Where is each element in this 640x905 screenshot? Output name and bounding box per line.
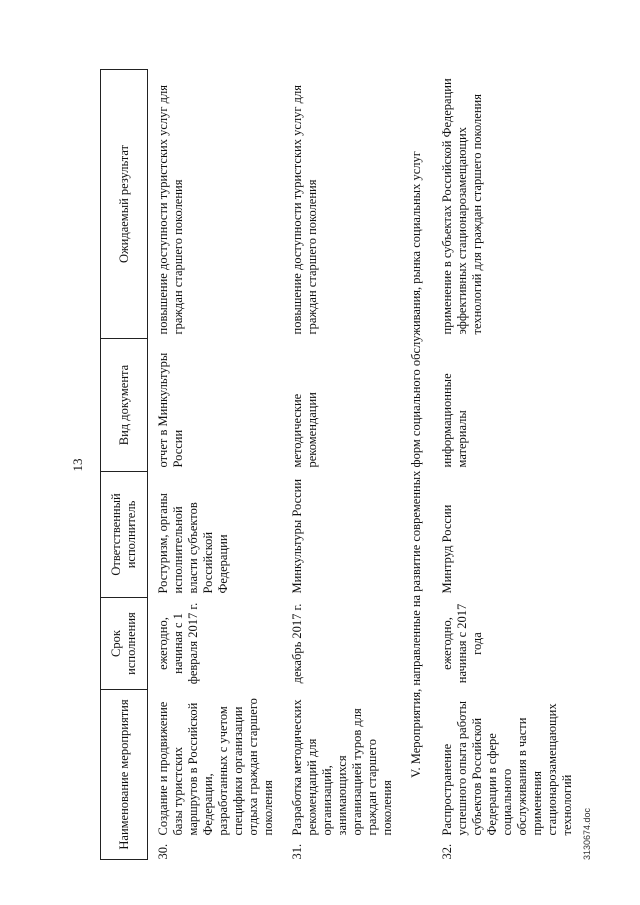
col-header-term: Срок исполнения [101,598,148,690]
row-executor: Минкультуры России [290,478,304,594]
row-number: 31. [290,843,304,860]
table-row [282,70,401,860]
col-header-doc-type: Вид документа [101,339,148,472]
page-number: 13 [70,458,85,472]
row-result: повышение доступности туристских услуг для граждан старшего поколения [290,85,319,335]
row-term: ежегодно, начиная с 2017 года [440,603,484,684]
table-header-row [101,70,148,860]
row-term: ежегодно, начиная с 1 февраля 2017 г. [156,602,200,685]
measures-table [100,69,581,860]
table-row [432,70,581,860]
row-doc-type: отчет в Минкультуры России [156,352,185,468]
col-header-executor: Ответственный исполнитель [101,472,148,598]
col-header-name: Наименование мероприятия [101,690,148,860]
section-row [401,70,432,860]
table-row [148,70,283,860]
row-doc-type: методические рекомендации [290,392,319,468]
row-result: повышение доступности туристских услуг для граждан старшего поколения [156,85,185,335]
row-name: Распространение успешного опыта работы субъектов Российской Федерации в сфере социального обслуживания в части применения стационарозамещающих технологий [440,700,574,836]
document-id: 3130674.doc [582,807,592,860]
row-result: применение в субъектах Российской Федерации эффективных стационарозамещающих технологий для граждан старшего поколения [440,78,484,335]
section-title: V. Мероприятия, направленные на развитие современных форм социального обслуживания, рынка социальных услуг [409,151,423,778]
row-term: декабрь 2017 г. [290,603,304,684]
row-name: Разработка методических рекомендаций для организаций, занимающихся организацией туров для граждан старшего поколения [290,699,394,836]
row-number: 30. [156,843,170,860]
row-name: Создание и продвижение базы туристских маршрутов в Российской Федерации, разработанных с учетом специфики организации отдыха граждан старшего поколения [156,698,275,836]
row-doc-type: информационные материалы [440,373,469,468]
row-executor: Ростуризм, органы исполнительной власти субъектов Российской Федерации [156,493,230,594]
rotated-page [70,70,590,860]
row-number: 32. [440,843,454,860]
col-header-result: Ожидаемый результат [101,70,148,339]
row-executor: Минтруд России [440,504,454,594]
